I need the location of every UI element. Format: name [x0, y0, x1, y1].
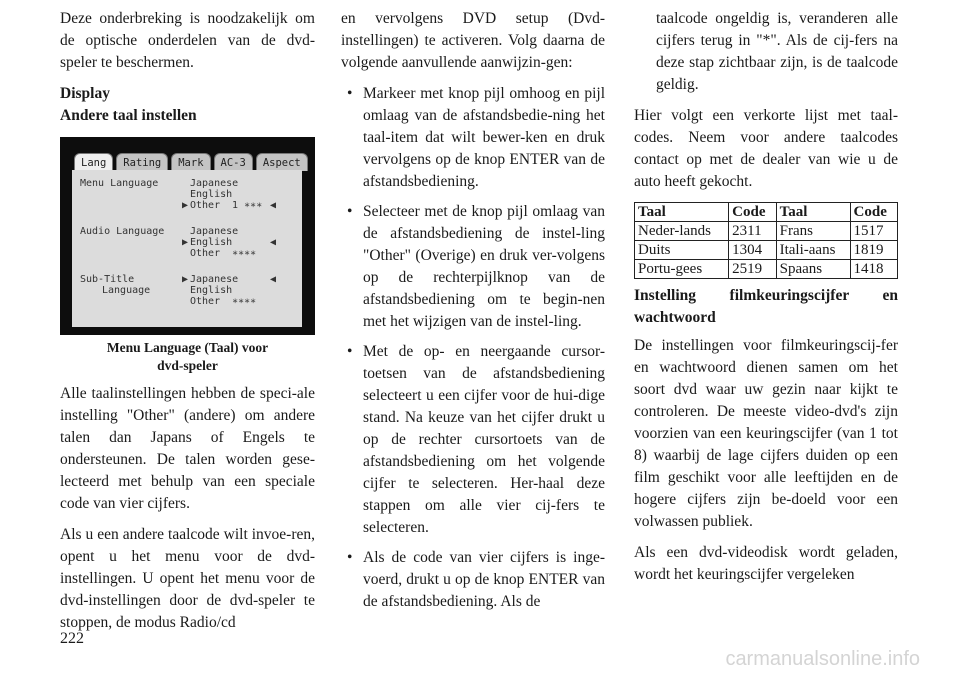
- column-header: Taal: [776, 203, 850, 222]
- page-number: 222: [60, 630, 84, 647]
- table-header-row: [635, 203, 898, 222]
- menu-screen: [72, 170, 302, 327]
- column-header: Taal: [635, 203, 729, 222]
- list-item-continuation: taalcode ongeldig is, veranderen alle cijfers terug in "*". Als de cij-fers na deze stap zichtbaar zijn, is de taalcode geldig.: [656, 10, 898, 93]
- table-cell: Frans: [776, 222, 850, 241]
- dvd-menu-screenshot: [60, 137, 315, 335]
- table-cell: Portu-gees: [635, 260, 729, 279]
- paragraph: Alle taalinstellingen hebben de speci-ale instelling "Other" (andere) om andere talen dan Japans of Engels te ondersteunen. De talen worden gese-lecteerd met behulp van een speciale code van vier cijfers.: [60, 385, 315, 512]
- menu-opt-japanese: Japanese: [190, 178, 239, 189]
- heading-other-language: Andere taal instellen: [60, 107, 197, 124]
- table-cell: 1304: [729, 241, 776, 260]
- menu-opt-other: Other: [190, 200, 221, 211]
- table-cell: Duits: [635, 241, 729, 260]
- subtitle-label: Sub-Title: [80, 274, 135, 285]
- heading-display: Display: [60, 85, 110, 102]
- table-cell: Neder-lands: [635, 222, 729, 241]
- selected-arrow-icon: ▶: [182, 200, 189, 211]
- column-header: Code: [850, 203, 897, 222]
- audio-opt-japanese: Japanese: [190, 226, 239, 237]
- table-cell: 2519: [729, 260, 776, 279]
- paragraph: en vervolgens DVD setup (Dvd-instellingen) te activeren. Volg daarna de volgende aanvullende aanwijzin-gen:: [341, 10, 605, 71]
- menu-opt-english: English: [190, 189, 233, 200]
- list-item: • Met de op- en neergaande cursor-toetsen van de afstandsbediening selecteert u een cijfer voor de hui-dige stand. Na keuze van het cijfer drukt u op de rechter cursortoets van de afstandsbediening om het volgende cijfer te selecteren. Her-haal deze stappen om alle vier cij-fers te selecteren.: [341, 341, 605, 539]
- code-entry: 1 ∗∗∗: [232, 200, 263, 211]
- audio-opt-english: English: [190, 237, 233, 248]
- tab-mark: Mark: [171, 153, 210, 171]
- sub-opt-other: Other: [190, 296, 221, 307]
- sub-opt-english: English: [190, 285, 233, 296]
- heading-rating-password: Instelling filmkeuringscijfer en wachtwoord: [634, 287, 898, 326]
- paragraph: De instellingen voor filmkeuringscij-fer en wachtwoord dienen samen om het soort dvd waar uw gezin naar kijkt te controleren. De meeste video-dvd's zijn voorzien van een keuringscijfer (van 1 tot 8) waarbij de lage cijfers duiden op een film geschikt voor alle leeftijden en de hogere cijfers zijn be-doeld voor een volwassen publiek.: [634, 337, 898, 530]
- list-item: • Als de code van vier cijfers is inge-voerd, drukt u op de knop ENTER van de afstandsbediening. Als de: [341, 547, 605, 613]
- subtitle-label-2: Language: [102, 285, 151, 296]
- sub-opt-japanese: Japanese: [190, 274, 239, 285]
- figure-caption: [60, 339, 315, 375]
- paragraph: Deze onderbreking is noodzakelijk om de optische onderdelen van de dvd-speler te beschermen.: [60, 10, 315, 71]
- tab-lang: Lang: [74, 153, 113, 171]
- table-cell: Spaans: [776, 260, 850, 279]
- tab-ac3: AC-3: [214, 153, 253, 171]
- table-cell: 1819: [850, 241, 897, 260]
- tab-aspect: Aspect: [256, 153, 308, 171]
- tab-rating: Rating: [116, 153, 168, 171]
- table-cell: 1418: [850, 260, 897, 279]
- menu-tabs: [74, 153, 311, 171]
- caption-line-1: Menu Language (Taal) voor: [106, 340, 269, 355]
- selected-arrow-icon: ▶: [182, 237, 189, 248]
- paragraph: Als een dvd-videodisk wordt geladen, wordt het keuringscijfer vergeleken: [634, 544, 898, 583]
- language-code-table: [634, 202, 898, 279]
- code-mask: ∗∗∗∗: [232, 248, 257, 259]
- list-item: • Selecteer met de knop pijl omlaag van de afstandsbediening de instel-ling "Other" (Overige) en druk ver-volgens op de rechterpijlknop van de afstandsbediening om te begin-nen met het wijzigen van de instel-ling.: [341, 201, 605, 333]
- menu-language-label: Menu Language: [80, 178, 159, 189]
- table-row: [635, 260, 898, 279]
- table-cell: Itali-aans: [776, 241, 850, 260]
- table-cell: 2311: [729, 222, 776, 241]
- table-row: [635, 241, 898, 260]
- table-cell: 1517: [850, 222, 897, 241]
- audio-opt-other: Other: [190, 248, 221, 259]
- watermark: carmanualsonline.info: [725, 648, 920, 670]
- selected-arrow-icon: ▶: [182, 274, 189, 285]
- paragraph: Als u een andere taalcode wilt invoe-ren, opent u het menu voor de dvd-instellingen. U opent het menu voor de dvd-instellingen door de dvd-speler te stoppen, de modus Radio/cd: [60, 526, 315, 631]
- list-item: • Markeer met knop pijl omhoog en pijl omlaag van de afstandsbedie-ning het taal-item dat wilt bewer-ken en druk vervolgens op de knop ENTER van de afstandsbediening.: [341, 83, 605, 193]
- column-1: [60, 8, 315, 643]
- column-2: [341, 8, 605, 621]
- left-arrow-icon: ◀: [270, 200, 277, 211]
- left-arrow-icon: ◀: [270, 274, 277, 285]
- caption-line-2: dvd-speler: [157, 358, 218, 373]
- column-3: [634, 8, 898, 595]
- code-mask: ∗∗∗∗: [232, 296, 257, 307]
- paragraph: Hier volgt een verkorte lijst met taal-codes. Neem voor andere taalcodes contact op met de dealer van wie u de auto heeft gekocht.: [634, 107, 898, 190]
- instruction-list: [341, 83, 605, 613]
- column-header: Code: [729, 203, 776, 222]
- audio-language-label: Audio Language: [80, 226, 165, 237]
- table-row: [635, 222, 898, 241]
- left-arrow-icon: ◀: [270, 237, 277, 248]
